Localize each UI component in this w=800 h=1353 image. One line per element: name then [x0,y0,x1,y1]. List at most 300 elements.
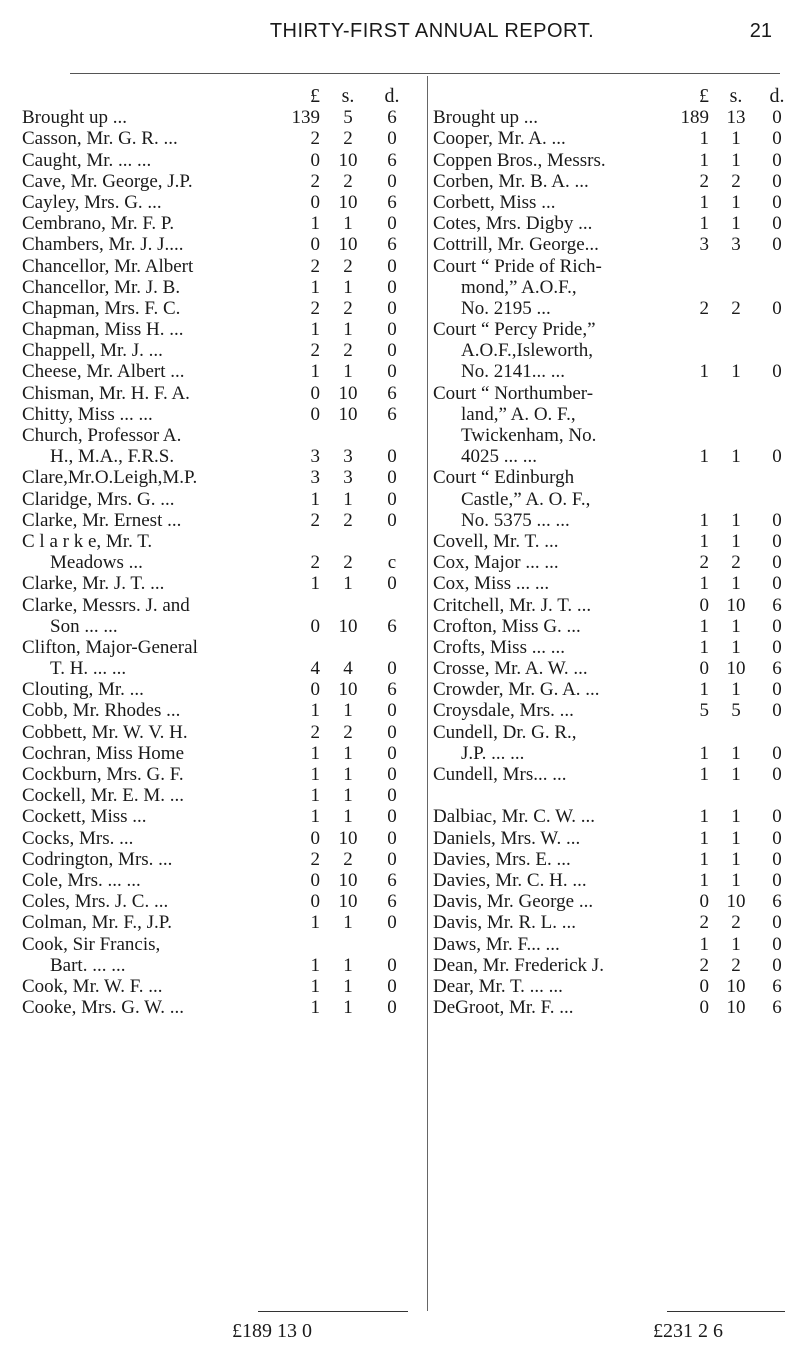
subscriber-row [22,192,422,213]
shillings-value: 2 [343,297,353,319]
pounds-value: 0 [310,382,320,404]
subscriber-name: Cottrill, Mr. George... [433,234,599,256]
pence-value: 0 [387,170,397,192]
shillings-value: 1 [731,191,741,213]
shillings-value: 1 [731,213,741,235]
pence-value: 0 [772,552,782,574]
shillings-value: 13 [726,107,746,129]
pounds-value: 0 [310,234,320,256]
pounds-value: 0 [310,679,320,701]
pounds-value: 2 [310,340,320,362]
subscriber-row [22,637,422,658]
shillings-value: 1 [343,742,353,764]
subscriber-name: Court “ Edinburgh [433,467,575,489]
subscriber-row [22,277,422,298]
subscriber-row [433,510,789,531]
subscriber-row [22,404,422,425]
shillings-value: 10 [338,149,358,171]
pence-value: 0 [772,107,782,129]
pence-value: 0 [772,700,782,722]
header-rule [70,73,780,74]
pence-value: 0 [772,213,782,235]
pence-value: 0 [387,509,397,531]
pence-value: 0 [387,954,397,976]
shillings-value: 10 [338,615,358,637]
pence-value: 0 [387,658,397,680]
subscriber-name: Meadows ... [50,552,143,574]
pence-value: 6 [387,679,397,701]
pounds-value: 1 [699,213,709,235]
pence-value: 0 [387,975,397,997]
subscriber-name: Coppen Bros., Messrs. [433,149,606,171]
pounds-value: 1 [699,509,709,531]
pence-value: 0 [387,700,397,722]
pounds-value: 3 [310,446,320,468]
shillings-value: 1 [731,764,741,785]
pence-value: 0 [387,997,397,1019]
subscriber-name: Dalbiac, Mr. C. W. ... [433,806,596,828]
left-total-rule [258,1311,408,1312]
pence-value: 0 [387,742,397,764]
left-column-total: £189 13 0 [232,1320,312,1342]
subscriber-row [433,552,789,573]
pence-value: 0 [772,827,782,849]
pounds-value: 3 [310,467,320,489]
pounds-value: 189 [680,107,709,129]
subscriber-row [22,234,422,255]
shillings-value: 2 [731,297,741,319]
pence-value: 0 [387,488,397,510]
pounds-value: 1 [699,149,709,171]
subscriber-row [433,976,789,997]
subscriber-name: Davies, Mrs. E. ... [433,848,571,870]
pounds-value: 1 [310,806,320,828]
subscriber-row [433,743,789,764]
subscriber-name: No. 5375 ... ... [461,509,570,531]
shillings-value: 1 [731,636,741,658]
pence-value: 0 [772,742,782,764]
pounds-value: 1 [310,361,320,383]
subscriber-row [433,404,789,425]
subscriber-name: Cox, Miss ... ... [433,573,550,595]
pounds-value: 1 [310,276,320,298]
subscriber-name: Clarke, Messrs. J. and [22,594,190,616]
pounds-value: 1 [699,361,709,383]
left-column [22,86,422,1018]
pounds-value: 1 [699,848,709,870]
subscriber-name: Cundell, Mrs... ... [433,764,567,785]
subscriber-name: Cembrano, Mr. F. P. [22,213,175,235]
subscriber-row [433,171,789,192]
pounds-value: 2 [699,912,709,934]
pounds-value: 1 [310,213,320,235]
shillings-value: 10 [338,191,358,213]
pounds-value: 2 [310,552,320,574]
subscriber-name: DeGroot, Mr. F. ... [433,997,574,1019]
shillings-value: 10 [726,975,746,997]
subscriber-name: Chapman, Miss H. ... [22,319,184,341]
shillings-value: 2 [731,954,741,976]
subscriber-row [22,340,422,361]
pence-value: 6 [387,191,397,213]
shillings-value: 10 [726,997,746,1019]
subscriber-row [22,764,422,785]
subscriber-row [433,340,789,361]
subscriber-name: Cockburn, Mrs. G. F. [22,764,184,785]
subscriber-name: No. 2195 ... [461,297,551,319]
subscriber-name: Cundell, Dr. G. R., [433,721,577,743]
shillings-value: 1 [343,488,353,510]
subscriber-name: Bart. ... ... [50,954,126,976]
pounds-value: 1 [310,742,320,764]
shillings-value: 3 [343,467,353,489]
subscriber-row [433,361,789,382]
subscriber-row [22,658,422,679]
subscriber-row [433,870,789,891]
pence-value: 0 [387,721,397,743]
subscriber-name: mond,” A.O.F., [461,276,577,298]
shillings-value: 1 [731,806,741,828]
shillings-value: 3 [343,446,353,468]
subscriber-row [433,679,789,700]
pounds-value: 5 [699,700,709,722]
subscriber-row [433,997,789,1018]
shillings-value: 10 [338,679,358,701]
subscriber-row [433,192,789,213]
subscriber-row [22,785,422,806]
subscriber-name: Daws, Mr. F... ... [433,933,560,955]
pounds-value: 2 [699,552,709,574]
shillings-value: 10 [726,891,746,913]
pence-value: 0 [387,255,397,277]
subscriber-row [22,743,422,764]
pounds-value: 2 [699,297,709,319]
subscriber-row [433,700,789,721]
subscriber-name: Cobbett, Mr. W. V. H. [22,721,188,743]
subscriber-name: Cooke, Mrs. G. W. ... [22,997,185,1019]
right-column [433,86,789,1018]
subscriber-name: Cheese, Mr. Albert ... [22,361,185,383]
subscriber-row [433,213,789,234]
subscriber-row [22,425,422,446]
subscriber-row [433,658,789,679]
pence-value: 6 [772,594,782,616]
pence-value: 0 [772,297,782,319]
shillings-value: 10 [726,658,746,680]
pounds-value: 2 [310,509,320,531]
subscriber-name: Court “ Pride of Rich- [433,255,602,277]
pence-value: 0 [772,679,782,701]
shillings-value: 1 [731,446,741,468]
subscriber-name: Crosse, Mr. A. W. ... [433,658,588,680]
subscriber-row [22,467,422,488]
subscriber-name: Chambers, Mr. J. J.... [22,234,184,256]
shillings-value: 1 [731,869,741,891]
pence-value: 0 [772,191,782,213]
pounds-value: 1 [699,764,709,785]
subscriber-name: Crowder, Mr. G. A. ... [433,679,600,701]
pounds-value: 1 [310,700,320,722]
pounds-value: 1 [310,764,320,785]
subscriber-name: Dear, Mr. T. ... ... [433,975,563,997]
subscriber-name: Casson, Mr. G. R. ... [22,128,178,150]
subscriber-name: Cochran, Miss Home [22,742,185,764]
pence-value: 0 [387,128,397,150]
shillings-value: 2 [343,255,353,277]
subscriber-row [22,934,422,955]
pounds-value: 1 [310,488,320,510]
subscriber-name: J.P. ... ... [461,742,525,764]
report-title: THIRTY-FIRST ANNUAL REPORT. [269,20,595,42]
pence-value: 0 [387,361,397,383]
subscriber-row [22,595,422,616]
pence-value: 0 [772,234,782,256]
subscriber-name: Cox, Major ... ... [433,552,559,574]
subscriber-name: A.O.F.,Isleworth, [461,340,593,362]
subscriber-row [22,912,422,933]
shillings-value: 1 [731,933,741,955]
subscriber-row [22,213,422,234]
subscriber-row [433,256,789,277]
subscriber-name: land,” A. O. F., [461,403,576,425]
shillings-value: 1 [343,573,353,595]
pounds-value: 0 [310,615,320,637]
shillings-header: s. [341,85,355,107]
subscriber-name: Cook, Sir Francis, [22,933,161,955]
pence-header: d. [384,85,400,107]
pence-value: 0 [772,446,782,468]
pounds-value: 1 [699,573,709,595]
pounds-value: 1 [699,636,709,658]
subscriber-name: Chancellor, Mr. Albert [22,255,194,277]
pounds-value: 1 [699,679,709,701]
shillings-value: 2 [343,721,353,743]
subscriber-name: Colman, Mr. F., J.P. [22,912,172,934]
subscriber-name: T. H. ... ... [50,658,127,680]
column-divider [427,76,428,1311]
subscriber-row [433,383,789,404]
shillings-value: 1 [731,361,741,383]
subscriber-row [22,997,422,1018]
shillings-value: 2 [731,170,741,192]
shillings-value: 2 [343,509,353,531]
shillings-header: s. [729,85,743,107]
subscriber-row [22,679,422,700]
pence-value: 0 [772,615,782,637]
page-header [92,20,772,56]
pounds-header: £ [310,85,320,107]
pounds-value: 0 [310,891,320,913]
shillings-value: 5 [343,107,353,129]
pence-value: 0 [772,149,782,171]
subscriber-row [22,383,422,404]
subscriber-name: Codrington, Mrs. ... [22,848,173,870]
subscriber-name: Cobb, Mr. Rhodes ... [22,700,181,722]
subscriber-row [433,934,789,955]
shillings-value: 1 [731,827,741,849]
subscriber-name: Chancellor, Mr. J. B. [22,276,181,298]
shillings-value: 1 [343,764,353,785]
subscriber-name: Corben, Mr. B. A. ... [433,170,589,192]
subscriber-name: Corbett, Miss ... [433,191,556,213]
subscriber-row [22,150,422,171]
shillings-value: 10 [338,827,358,849]
subscriber-name: Caught, Mr. ... ... [22,149,152,171]
subscriber-name: Cave, Mr. George, J.P. [22,170,193,192]
pounds-value: 1 [310,573,320,595]
subscriber-row [433,595,789,616]
pence-value: 0 [387,297,397,319]
subscriber-row [22,552,422,573]
subscriber-name: Brought up ... [22,107,128,129]
pounds-value: 1 [310,975,320,997]
subscriber-name: Croysdale, Mrs. ... [433,700,574,722]
shillings-value: 1 [731,742,741,764]
pence-value: 0 [772,806,782,828]
subscriber-name: Clarke, Mr. Ernest ... [22,509,182,531]
pence-value: 0 [387,213,397,235]
subscriber-row [433,891,789,912]
subscriber-row [433,277,789,298]
shillings-value: 1 [731,573,741,595]
pence-value: 0 [387,827,397,849]
subscriber-name: Coles, Mrs. J. C. ... [22,891,169,913]
subscriber-name: Twickenham, No. [461,425,597,446]
shillings-value: 1 [731,679,741,701]
pence-value: 0 [387,446,397,468]
pence-value: 0 [772,933,782,955]
subscriber-name: Critchell, Mr. J. T. ... [433,594,592,616]
subscriber-name: Dean, Mr. Frederick J. [433,954,604,976]
pounds-value: 0 [699,997,709,1019]
shillings-value: 1 [343,361,353,383]
shillings-value: 1 [343,319,353,341]
subscriber-name: Cayley, Mrs. G. ... [22,191,162,213]
pounds-value: 1 [699,446,709,468]
subscriber-name: Clare,Mr.O.Leigh,M.P. [22,467,198,489]
pounds-value: 0 [699,594,709,616]
pence-value: 0 [387,785,397,807]
shillings-value: 1 [731,149,741,171]
shillings-value: 1 [343,997,353,1019]
subscriber-row [22,891,422,912]
pounds-value: 1 [699,827,709,849]
subscriber-row [433,764,789,785]
subscriber-name: Cockett, Miss ... [22,806,147,828]
subscriber-row [433,637,789,658]
shillings-value: 4 [343,658,353,680]
subscriber-name: Cocks, Mrs. ... [22,827,134,849]
pounds-value: 2 [310,297,320,319]
pounds-value: 1 [699,530,709,552]
subscriber-row [433,150,789,171]
subscriber-name: C l a r k e, Mr. T. [22,530,153,552]
pence-value: 6 [387,891,397,913]
pounds-value: 2 [699,954,709,976]
shillings-value: 1 [731,530,741,552]
subscriber-name: Cook, Mr. W. F. ... [22,975,163,997]
pence-value: 0 [772,764,782,785]
pounds-value: 1 [310,319,320,341]
right-column-total: £231 2 6 [653,1320,723,1342]
pounds-value: 1 [699,869,709,891]
shillings-value: 2 [343,128,353,150]
subscriber-row [22,256,422,277]
pence-value: 0 [387,467,397,489]
shillings-value: 2 [343,340,353,362]
shillings-value: 10 [338,382,358,404]
shillings-value: 2 [343,848,353,870]
subscriber-name: No. 2141... ... [461,361,565,383]
pounds-value: 139 [291,107,320,129]
shillings-value: 2 [343,170,353,192]
subscriber-row [433,531,789,552]
subscriber-name: Cockell, Mr. E. M. ... [22,785,185,807]
pounds-value: 2 [310,721,320,743]
shillings-value: 5 [731,700,741,722]
subscriber-row [22,700,422,721]
pounds-value: 1 [310,785,320,807]
subscriber-name: Chapman, Mrs. F. C. [22,297,181,319]
subscriber-row [433,722,789,743]
page-number: 21 [749,20,772,42]
pounds-value: 1 [699,128,709,150]
pounds-value: 0 [699,975,709,997]
pounds-value: 1 [310,912,320,934]
subscriber-row [22,319,422,340]
pence-value: 0 [772,848,782,870]
subscriber-name: Castle,” A. O. F., [461,488,591,510]
pence-value: 0 [772,170,782,192]
pence-value: 0 [387,912,397,934]
shillings-value: 10 [726,594,746,616]
subscriber-name: Chitty, Miss ... ... [22,403,153,425]
subscriber-name: Claridge, Mrs. G. ... [22,488,175,510]
pence-value: 6 [387,382,397,404]
pence-value: 0 [772,361,782,383]
shillings-value: 1 [343,954,353,976]
subscriber-row [433,785,789,806]
pence-value: 0 [387,848,397,870]
pence-value: 0 [387,340,397,362]
subscriber-row [433,425,789,446]
subscriber-name: Church, Professor A. [22,425,182,446]
shillings-value: 1 [343,806,353,828]
pounds-value: 1 [699,806,709,828]
subscriber-row [22,531,422,552]
subscriber-row [433,828,789,849]
pounds-value: 1 [699,742,709,764]
pence-value: 0 [772,573,782,595]
pence-value: 0 [772,869,782,891]
pence-value: 6 [387,149,397,171]
subscriber-name: Son ... ... [50,615,118,637]
shillings-value: 10 [338,869,358,891]
subscriber-name: Cooper, Mr. A. ... [433,128,566,150]
pounds-value: 0 [699,658,709,680]
subscriber-row [22,955,422,976]
pounds-value: 2 [310,848,320,870]
subscriber-row [433,849,789,870]
subscriber-row [433,467,789,488]
subscriber-row [22,976,422,997]
subscriber-row [22,489,422,510]
shillings-value: 1 [343,276,353,298]
shillings-value: 1 [343,700,353,722]
subscriber-row [433,489,789,510]
subscriber-name: 4025 ... ... [461,446,537,468]
pence-value: 0 [387,806,397,828]
